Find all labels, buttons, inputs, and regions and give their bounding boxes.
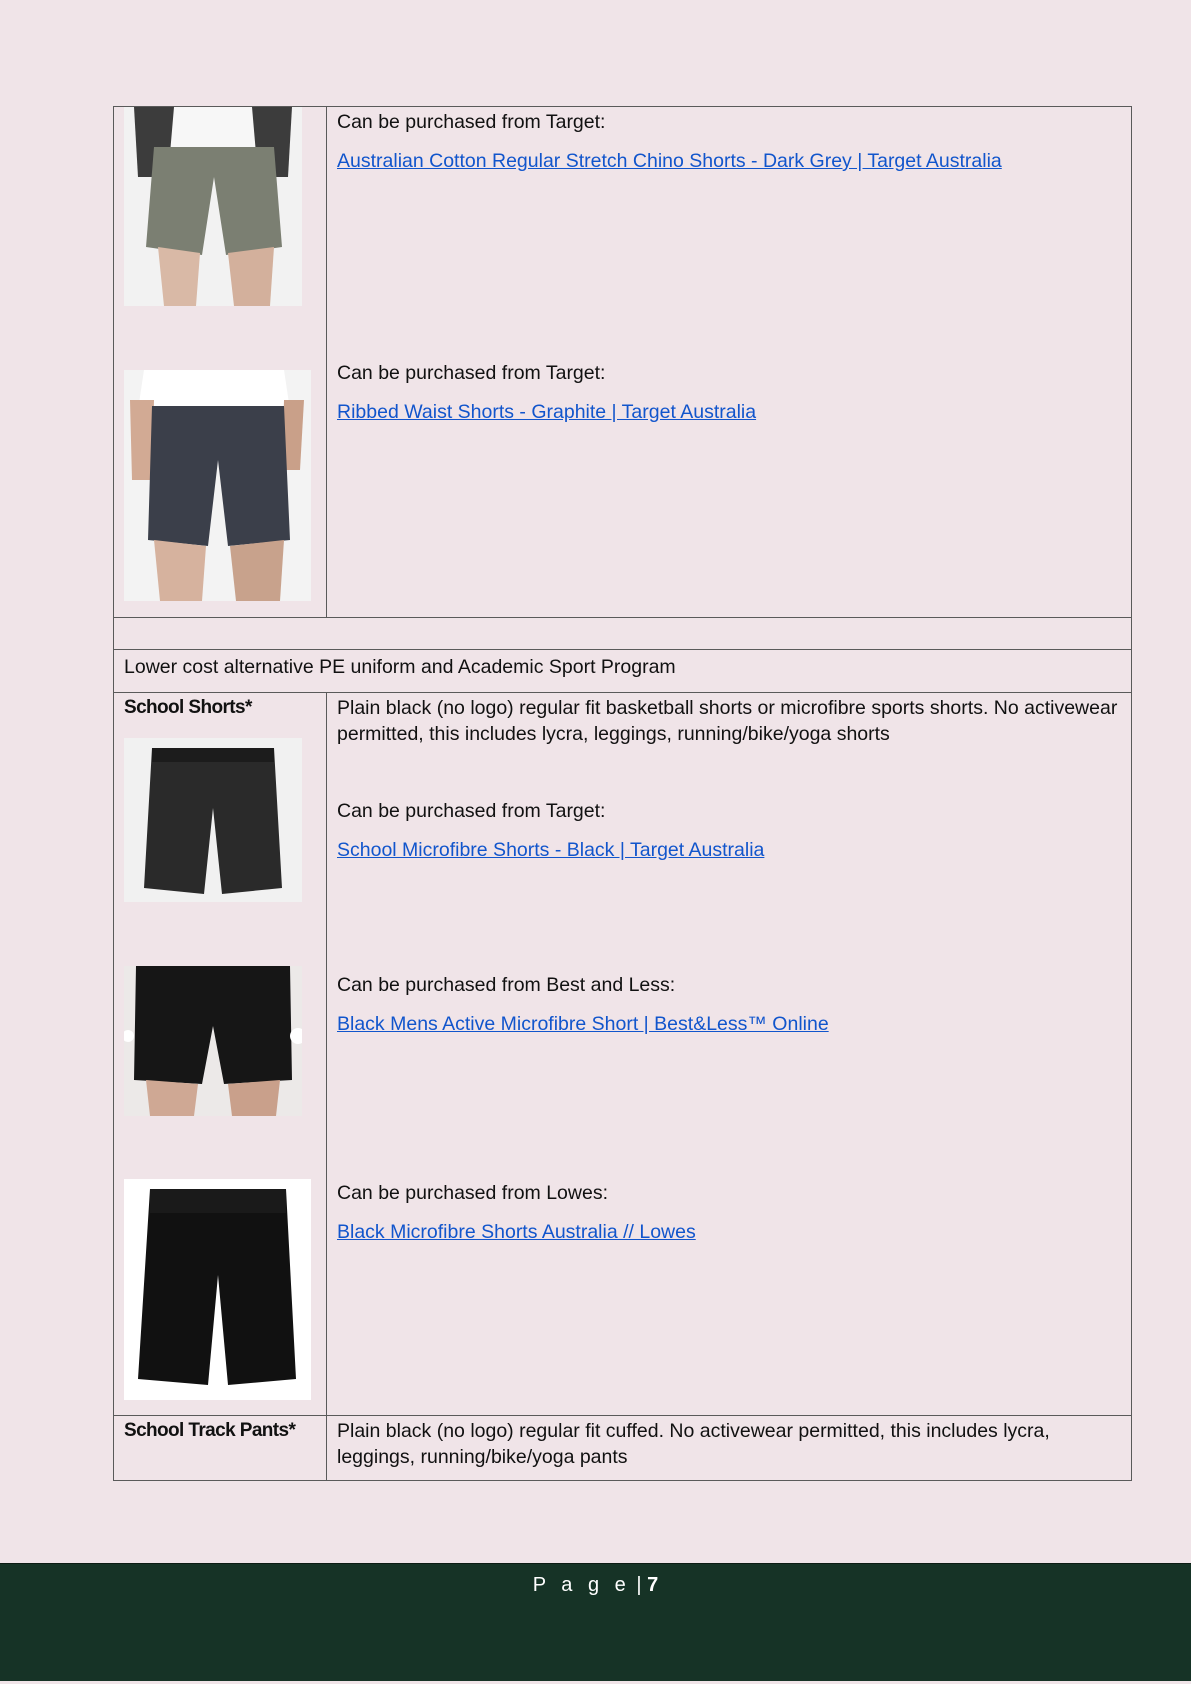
best-and-less-shorts-photo <box>124 966 302 1116</box>
uniform-table <box>113 106 1132 1481</box>
track-pants-description: Plain black (no logo) regular fit cuffed. No activewear permitted, this includes lycra, leggings, running/bike/yoga pants <box>337 1420 1050 1468</box>
target-chino-shorts-link[interactable]: Australian Cotton Regular Stretch Chino Shorts - Dark Grey | Target Australia <box>337 150 1002 172</box>
page-footer <box>0 1563 1191 1681</box>
purchase-intro: Can be purchased from Lowes: <box>337 1182 608 1204</box>
target-school-shorts-link[interactable]: School Microfibre Shorts - Black | Target Australia <box>337 839 765 861</box>
graphite-shorts-photo <box>124 370 311 601</box>
spacer-row <box>114 618 1132 650</box>
page-separator: | <box>630 1574 648 1596</box>
purchase-intro: Can be purchased from Target: <box>337 111 606 133</box>
target-graphite-shorts-link[interactable]: Ribbed Waist Shorts - Graphite | Target Australia <box>337 401 757 423</box>
school-shorts-description: Plain black (no logo) regular fit basketball shorts or microfibre sports shorts. No activewear permitted, this includes lycra, leggings, running/bike/yoga shorts <box>337 697 1118 745</box>
purchase-intro: Can be purchased from Best and Less: <box>337 974 676 996</box>
purchase-intro: Can be purchased from Target: <box>337 800 606 822</box>
school-shorts-label: School Shorts* <box>124 697 252 718</box>
table-row <box>114 107 1132 618</box>
table-row <box>114 693 1132 1416</box>
label-cell <box>114 1416 327 1481</box>
best-and-less-shorts-link[interactable]: Black Mens Active Microfibre Short | Best&Less™ Online <box>337 1013 829 1035</box>
track-pants-label: School Track Pants* <box>124 1420 296 1441</box>
image-cell <box>114 107 327 618</box>
text-cell <box>327 693 1132 1416</box>
lowes-shorts-link[interactable]: Black Microfibre Shorts Australia // Lowes <box>337 1221 696 1243</box>
page-word: P a g e <box>532 1574 631 1596</box>
black-microfibre-shorts-photo <box>124 738 302 902</box>
table-row <box>114 1416 1132 1481</box>
section-heading: Lower cost alternative PE uniform and Academic Sport Program <box>114 650 1132 693</box>
text-cell <box>327 107 1132 618</box>
page-number: 7 <box>647 1574 659 1596</box>
image-cell <box>114 693 327 1416</box>
empty-cell <box>114 618 1132 650</box>
page-number-label <box>0 1574 1191 1597</box>
chino-shorts-photo <box>124 107 302 306</box>
purchase-intro: Can be purchased from Target: <box>337 362 606 384</box>
lowes-shorts-photo <box>124 1179 311 1400</box>
text-cell <box>327 1416 1132 1481</box>
table-row <box>114 650 1132 693</box>
